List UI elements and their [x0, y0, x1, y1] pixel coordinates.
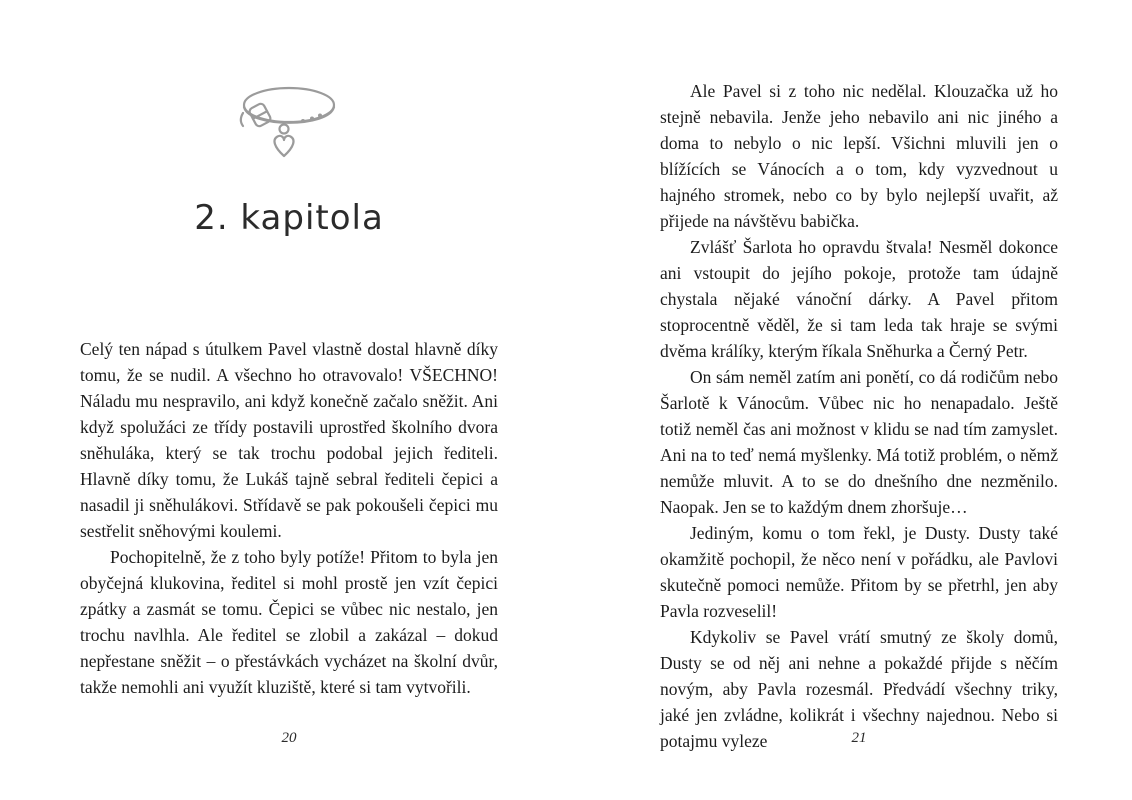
paragraph: Kdykoliv se Pavel vrátí smutný ze školy domů, Dusty se od něj ani nehne a pokaždé přijde s něčím novým, aby Pavla rozesmál. Předvádí všechny triky, jaké jen zvládne, kolikrát i všechny najednou. Nebo si potajmu vyleze	[660, 627, 1058, 751]
dog-collar-icon	[230, 78, 348, 170]
page-number-left: 20	[281, 730, 297, 746]
heart-icon	[274, 136, 293, 156]
paragraph: Zvlášť Šarlota ho opravdu štvala! Nesměl dokonce ani vstoupit do jejího pokoje, protože tam údajně chystala nějaké vánoční dárky. A Pavel přitom stoprocentně věděl, že si tam leda tak hraje se svými dvěma králíky, kterým říkala Sněhurka a Černý Petr.	[660, 237, 1058, 361]
left-page-text	[80, 336, 498, 700]
right-page-text	[660, 78, 1058, 754]
page-number-right: 21	[851, 730, 867, 746]
chapter-heading: 2. kapitola	[194, 198, 384, 238]
collar-strap-tip	[241, 113, 243, 126]
left-page	[80, 0, 498, 800]
pendant-ring	[280, 125, 289, 134]
collar-buckle-icon	[248, 102, 272, 127]
paragraph: Pochopitelně, že z toho byly potíže! Přitom to byla jen obyčejná klukovina, ředitel si mohl prostě jen vzít čepici zpátky a zasmát se tomu. Čepici se vůbec nic nestalo, jen trochu navlhla. Ale ředitel se zlobil a zakázal – dokud nepřestane sněžit – o přestávkách vycházet na školní dvůr, takže nemohli ani využít kluziště, které si tam vytvořili.	[80, 547, 498, 697]
paragraph: Jediným, komu o tom řekl, je Dusty. Dusty také okamžitě pochopil, že něco není v pořádku, ale Pavlovi skutečně pomoci nemůže. Přitom by se přetrhl, jen aby Pavla rozveselil!	[660, 523, 1058, 621]
paragraph: On sám neměl zatím ani ponětí, co dá rodičům nebo Šarlotě k Vánocům. Vůbec nic ho nenapadalo. Ještě totiž neměl čas ani možnost v klidu se nad tím zamyslet. Ani na to teď nemá myšlenky. Má totiž problém, o němž nemůže mluvit. A to se do dnešního dne nezměnilo. Naopak. Jen se to každým dnem zhoršuje…	[660, 367, 1058, 517]
paragraph: Ale Pavel si z toho nic nedělal. Klouzačka už ho stejně nebavila. Jenže jeho nebavilo ani nic jiného a doma to nebylo o nic lepší. Všichni mluvili jen o blížících se Vánocích a o tom, kdy vyzvednout u hajného stromek, nebo co by bylo nejlepší uvařit, až přijede na návštěvu babička.	[660, 81, 1058, 231]
right-page	[660, 0, 1058, 800]
collar-illustration	[230, 78, 348, 170]
paragraph: Celý ten nápad s útulkem Pavel vlastně dostal hlavně díky tomu, že se nudil. A všechno ho otravovalo! VŠECHNO! Náladu mu nespravilo, ani když konečně začalo sněžit. Ani když spolužáci ze třídy postavili uprostřed školního dvora sněhuláka, který se tak trochu podobal jejich řediteli. Hlavně díky tomu, že Lukáš tajně sebral řediteli čepici a nasadil ji sněhulákovi. Střídavě se pak pokoušeli čepici mu sestřelit sněhovými koulemi.	[80, 339, 498, 541]
